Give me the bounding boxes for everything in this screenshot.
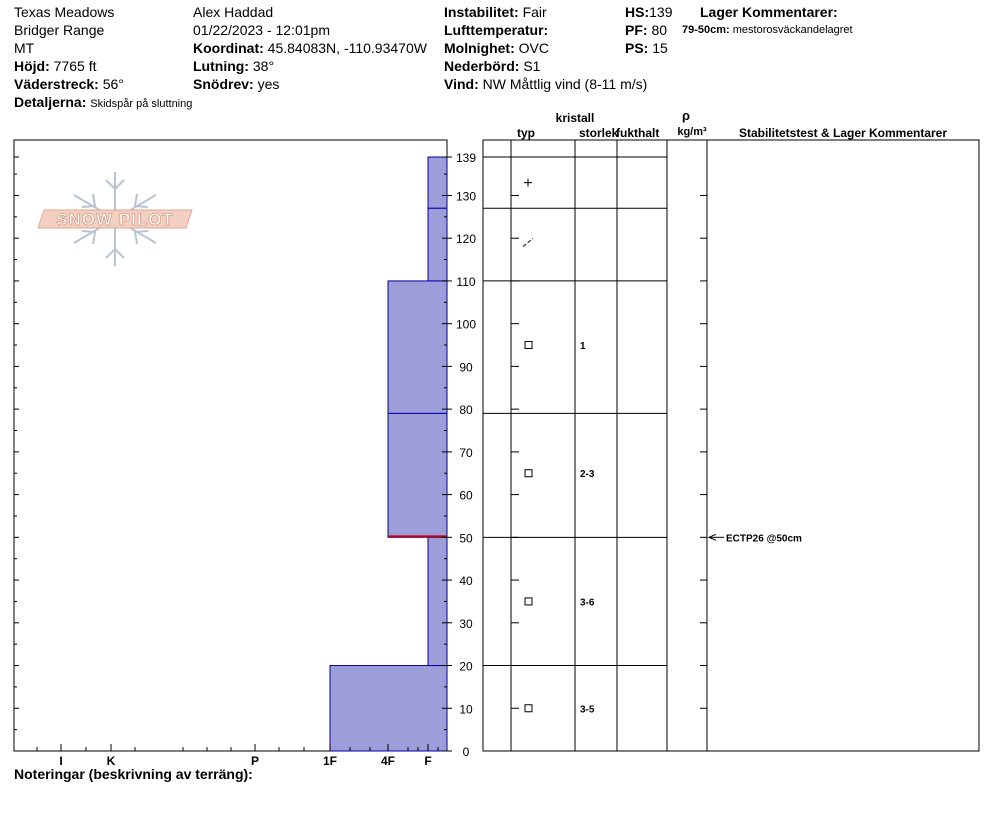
height-tick-label: 110 xyxy=(456,274,476,289)
aspect-value: 56° xyxy=(102,76,124,92)
hardness-tick-label: F xyxy=(424,754,432,768)
coord-label: Koordinat: xyxy=(193,40,264,56)
details-label: Detaljerna: xyxy=(14,94,87,110)
header-fukthalt: fukthalt xyxy=(616,126,660,140)
logo-text: SNOW PILOT xyxy=(56,210,174,229)
height-tick-label: 80 xyxy=(459,403,473,418)
header-storlek: storlek xyxy=(579,126,619,140)
height-tick-label: 70 xyxy=(459,445,473,460)
stability-test-column xyxy=(709,533,802,544)
pf-label: PF: xyxy=(625,22,648,38)
sky-value: OVC xyxy=(518,40,549,56)
stability-label: Instabilitet: xyxy=(444,4,519,20)
hardness-tick-label: P xyxy=(250,754,260,768)
crystal-size: 3-6 xyxy=(580,597,595,609)
height-tick-label: 100 xyxy=(455,317,477,332)
stability-test-label: ECTP26 @50cm xyxy=(726,533,802,545)
hardness-bar xyxy=(428,208,447,281)
pf-value: 80 xyxy=(651,22,668,38)
height-tick-label: 20 xyxy=(459,659,473,674)
height-tick-label: 120 xyxy=(455,232,477,247)
wind-label: Vind: xyxy=(444,76,479,92)
slope-label: Lutning: xyxy=(193,58,249,74)
snowpilot-logo xyxy=(38,172,192,266)
header-typ: typ xyxy=(517,126,535,140)
aspect-label: Väderstreck: xyxy=(14,76,99,92)
elevation-label: Höjd: xyxy=(14,58,50,74)
wind-value: NW Måttlig vind (8-11 m/s) xyxy=(482,76,648,92)
slope-value: 38° xyxy=(252,58,275,74)
layer-table-grid xyxy=(483,140,707,751)
crystal-column xyxy=(523,179,595,716)
precip-value: S1 xyxy=(523,58,541,74)
height-tick-label: 40 xyxy=(459,574,473,589)
crystal-size: 1 xyxy=(580,341,586,353)
hardness-tick-label: I xyxy=(59,754,63,768)
airtemp-label: Lufttemperatur: xyxy=(444,22,549,38)
crystal-size: 3-5 xyxy=(580,704,595,716)
hardness-tick-label: K xyxy=(106,754,116,768)
datetime: 01/22/2023 - 12:01pm xyxy=(193,22,330,38)
header-stability-comments: Stabilitetstest & Lager Kommentarer xyxy=(738,126,948,140)
sky-label: Molnighet: xyxy=(444,40,515,56)
height-tick-label: 30 xyxy=(459,616,473,631)
crystal-symbol-square xyxy=(525,342,532,349)
hardness-bar xyxy=(388,413,447,537)
ps-label: PS: xyxy=(625,40,649,56)
crystal-symbol-fragment xyxy=(523,238,533,246)
hardness-tick-label: 4F xyxy=(380,754,396,768)
header-kristall: kristall xyxy=(555,111,595,125)
hardness-bar xyxy=(428,157,447,208)
precip-label: Nederbörd: xyxy=(444,58,520,74)
height-tick-label: 90 xyxy=(459,360,473,375)
crystal-size: 2-3 xyxy=(580,469,595,481)
details-value: Skidspår på sluttning xyxy=(90,98,193,110)
state: MT xyxy=(14,40,35,56)
stability-value: Fair xyxy=(522,4,547,20)
layer-comment-range: 79-50cm: xyxy=(682,24,730,36)
elevation-value: 7765 ft xyxy=(53,58,97,74)
height-tick-label: 130 xyxy=(455,189,477,204)
layer-comment-text: mestorosväckandelagret xyxy=(732,24,853,36)
crystal-symbol-square xyxy=(525,705,532,712)
ps-value: 15 xyxy=(652,40,668,56)
height-tick-label: 50 xyxy=(459,531,473,546)
hardness-profile xyxy=(330,157,447,751)
notes-label: Noteringar (beskrivning av terräng): xyxy=(14,766,253,782)
height-tick-label: 139 xyxy=(455,151,477,165)
hardness-tick-label: 1F xyxy=(322,754,338,768)
coord-value: 45.84083N, -110.93470W xyxy=(267,40,427,56)
hardness-plot-frame xyxy=(14,140,447,751)
header-density-unit: kg/m³ xyxy=(677,126,707,138)
layer-comments-title: Lager Kommentarer: xyxy=(700,4,838,20)
height-tick-label: 60 xyxy=(459,488,473,503)
drift-value: yes xyxy=(257,76,280,92)
hs-label: HS: xyxy=(625,4,650,20)
hardness-bar xyxy=(388,281,447,413)
mountain-range: Bridger Range xyxy=(14,22,105,38)
layer-table-frame xyxy=(483,140,979,751)
location: Texas Meadows xyxy=(14,4,115,20)
crystal-symbol-square xyxy=(525,470,532,477)
height-tick-label: 10 xyxy=(459,702,473,717)
observer: Alex Haddad xyxy=(193,4,274,20)
header-rho: ρ xyxy=(681,108,691,123)
drift-label: Snödrev: xyxy=(193,76,254,92)
hardness-bar xyxy=(330,666,447,751)
height-tick-label: 0 xyxy=(462,745,470,759)
hs-value: 139 xyxy=(649,4,673,20)
crystal-symbol-square xyxy=(525,598,532,605)
